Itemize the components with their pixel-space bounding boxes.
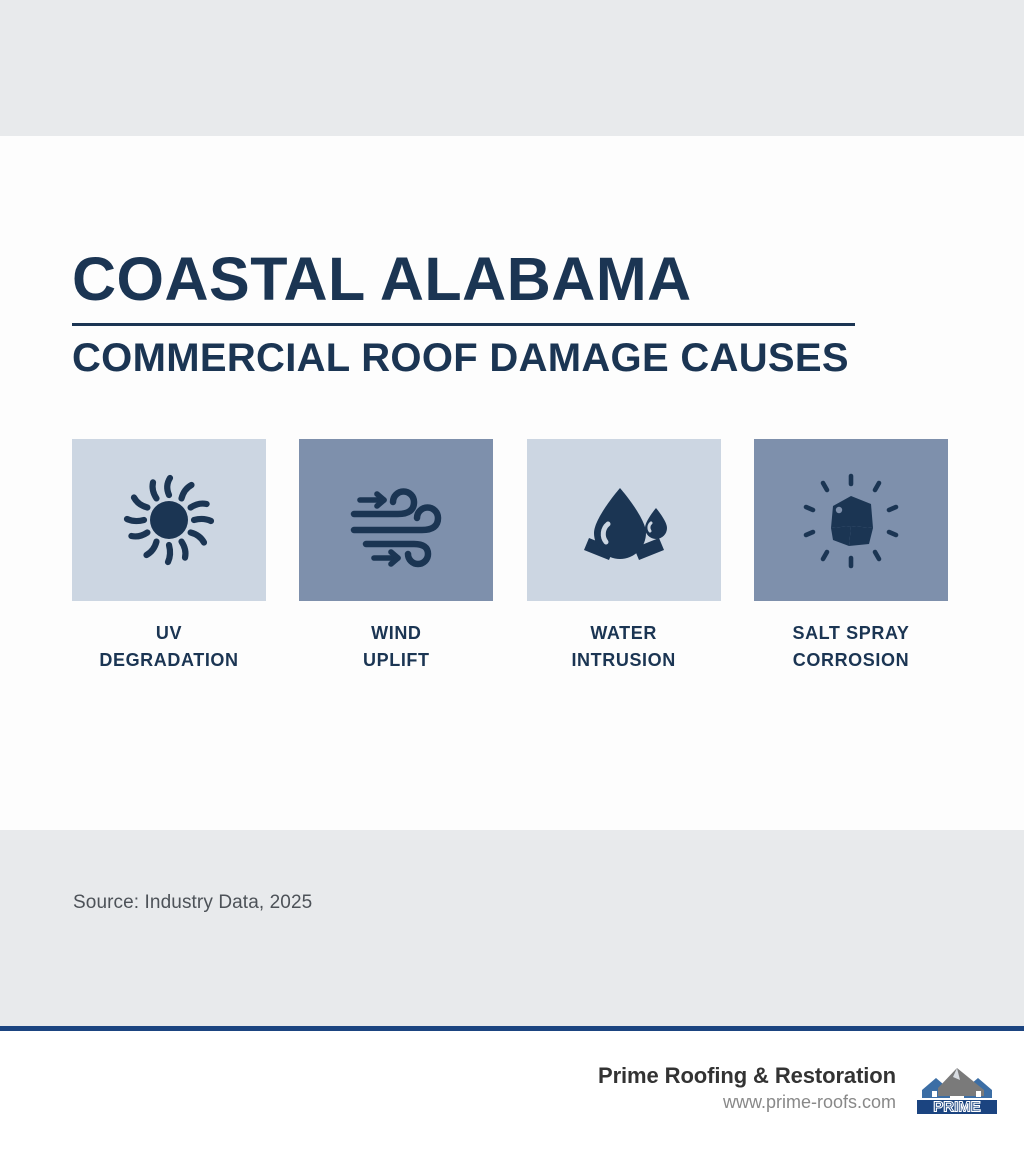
logo-wordmark: PRIME — [933, 1098, 981, 1116]
cause-tile-background-uv — [72, 439, 266, 601]
page-title: COASTAL ALABAMA — [72, 245, 692, 313]
brand-text-block — [598, 1062, 896, 1114]
salt-crystal-icon — [799, 470, 903, 570]
sun-icon — [119, 470, 219, 570]
cause-label-uv-degradation — [99, 620, 238, 675]
wind-icon — [344, 470, 448, 570]
footer-branding — [598, 1060, 1000, 1116]
cause-item-salt-spray-corrosion — [754, 439, 948, 675]
prime-roofing-logo — [914, 1060, 1000, 1116]
cause-label-line2: CORROSION — [792, 650, 910, 671]
cause-label-wind-uplift — [363, 620, 430, 675]
cause-tile-row — [72, 439, 948, 675]
cause-label-water-intrusion — [571, 620, 675, 675]
cause-item-uv-degradation — [72, 439, 266, 675]
page-subtitle: COMMERCIAL ROOF DAMAGE CAUSES — [72, 336, 849, 381]
top-background-band — [0, 0, 1024, 136]
cause-label-line1: UV — [155, 623, 183, 643]
cause-label-line2: UPLIFT — [363, 650, 430, 671]
headline-block — [72, 245, 862, 381]
cause-item-wind-uplift — [299, 439, 493, 675]
cause-label-line2: DEGRADATION — [99, 650, 239, 671]
company-website: www.prime-roofs.com — [722, 1091, 896, 1112]
cause-label-line2: INTRUSION — [571, 650, 676, 671]
cause-label-salt-spray-corrosion — [792, 620, 909, 675]
water-drop-icon — [570, 470, 678, 570]
source-background-band — [0, 830, 1024, 1026]
cause-item-water-intrusion — [527, 439, 721, 675]
cause-label-line1: SALT SPRAY — [792, 623, 910, 643]
cause-tile-background-wind — [299, 439, 493, 601]
cause-tile-background-water — [527, 439, 721, 601]
title-underline — [72, 323, 855, 326]
cause-label-line1: WIND — [371, 623, 422, 643]
cause-tile-background-salt — [754, 439, 948, 601]
cause-label-line1: WATER — [590, 623, 657, 643]
company-name: Prime Roofing & Restoration — [598, 1063, 896, 1089]
source-note: Source: Industry Data, 2025 — [73, 892, 313, 913]
